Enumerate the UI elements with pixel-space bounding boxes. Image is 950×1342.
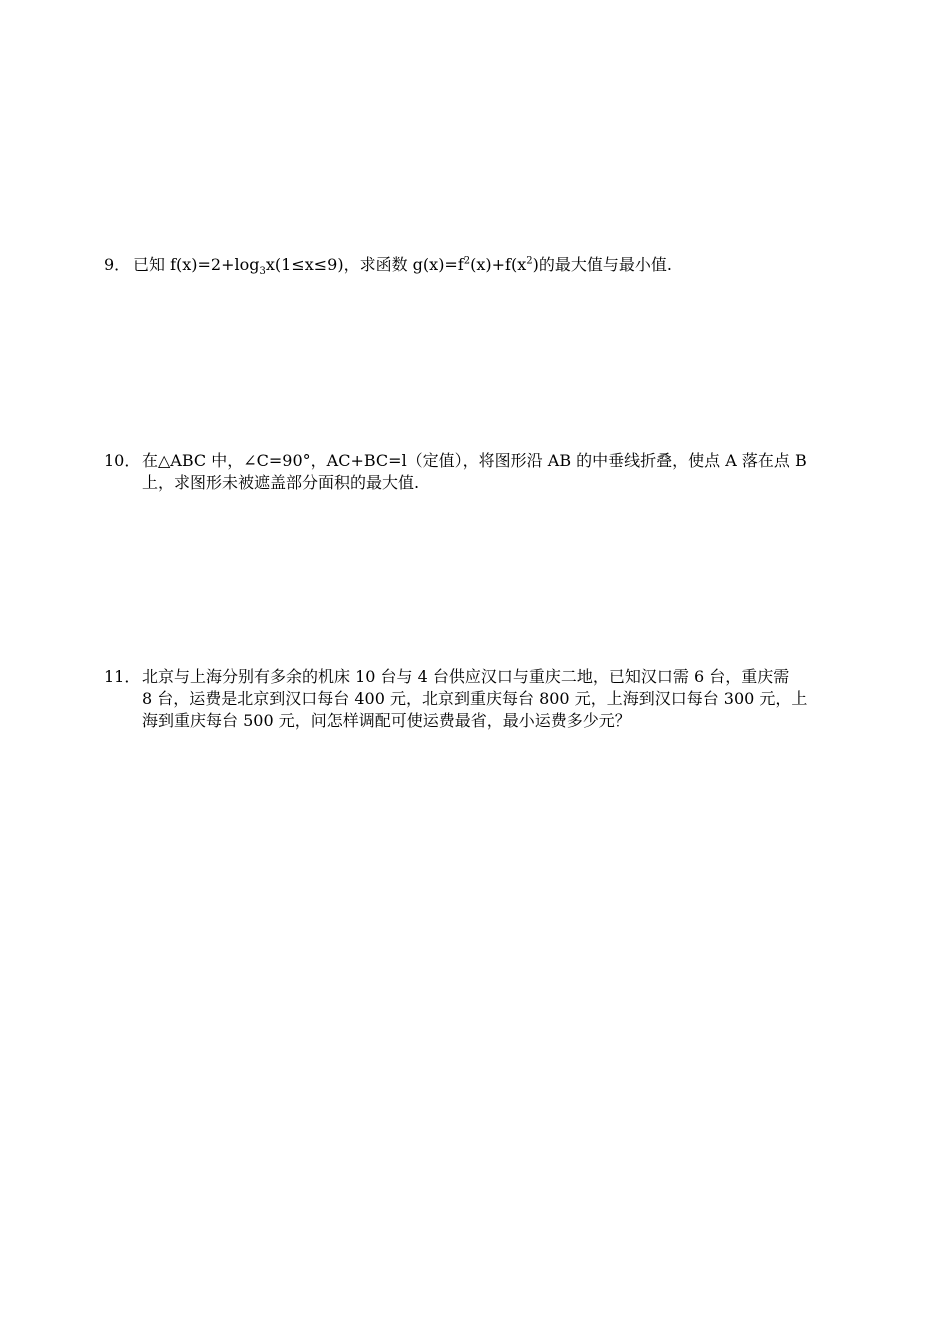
problem-text — [142, 666, 904, 732]
subscript: 3 — [259, 266, 266, 278]
text-segment: 已知 f(x)=2+log — [133, 255, 260, 274]
superscript: 2 — [526, 255, 533, 267]
problem-9 — [104, 254, 904, 276]
text-segment: )的最大值与最小值. — [532, 255, 672, 274]
superscript: 2 — [463, 255, 471, 267]
text-line: 上，求图形未被遮盖部分面积的最大值. — [142, 473, 420, 492]
text-line: 8 台，运费是北京到汉口每台 400 元，北京到重庆每台 800 元，上海到汉口每台 300 元，上 — [142, 689, 808, 708]
problem-text — [133, 254, 904, 276]
text-line: 北京与上海分别有多余的机床 10 台与 4 台供应汉口与重庆二地，已知汉口需 6 台，重庆需 — [142, 667, 790, 686]
problem-text — [142, 450, 904, 494]
text-line: 海到重庆每台 500 元，问怎样调配可使运费最省，最小运费多少元？ — [142, 711, 631, 730]
problem-number: 11． — [104, 667, 141, 686]
problem-number: 9． — [104, 255, 131, 274]
problem-10 — [104, 450, 904, 494]
problem-number: 10． — [104, 451, 141, 470]
problem-11 — [104, 666, 904, 732]
text-line: 在△ABC 中，∠C=90°，AC+BC=l（定值），将图形沿 AB 的中垂线折叠，使点 A 落在点 B — [142, 451, 807, 470]
text-segment: (x)+f(x — [470, 255, 527, 274]
text-segment: x(1≤x≤9)，求函数 g(x)=f — [265, 255, 464, 274]
